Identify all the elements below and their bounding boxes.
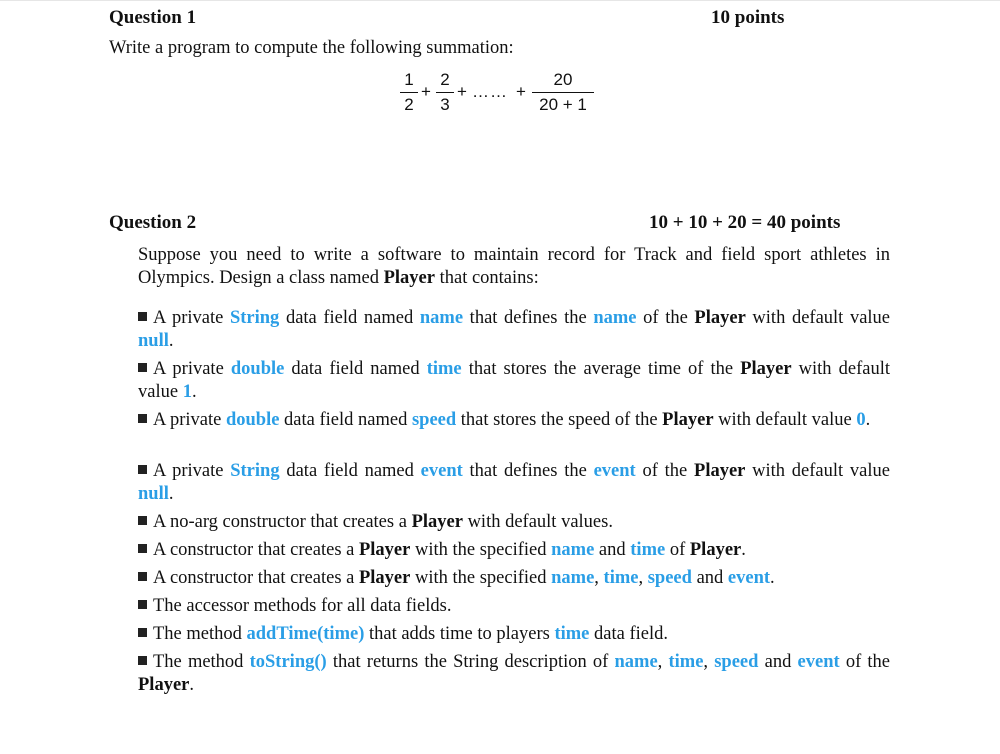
text-run: that stores the average time of the: [461, 359, 741, 379]
text-run: The method: [153, 624, 247, 644]
page-top-border: [0, 0, 1000, 1]
requirement-item: [138, 623, 890, 646]
text-run: with the specified: [410, 540, 552, 560]
fraction-3-numerator: 20: [553, 70, 573, 89]
requirement-item: [138, 460, 890, 506]
bold-term: Player: [694, 308, 746, 328]
requirement-item: [138, 358, 890, 404]
text-run: of the: [839, 652, 891, 672]
bold-term: Player: [411, 512, 463, 532]
fraction-1-bar: [400, 92, 418, 93]
code-term: event: [420, 461, 463, 481]
bold-term: Player: [740, 359, 792, 379]
text-run: with default value: [713, 410, 857, 430]
question-1-prompt: Write a program to compute the following summation:: [109, 38, 514, 58]
fraction-3-bar: [532, 92, 594, 93]
text-run: A constructor that creates a: [153, 568, 359, 588]
bold-term: Player: [358, 540, 411, 560]
text-run: with default value: [745, 308, 891, 328]
code-term: null: [138, 484, 169, 504]
text-run: A private: [153, 308, 230, 328]
text-run: and: [758, 652, 798, 672]
text-run: data field named: [279, 308, 420, 328]
fraction-2-denominator: 3: [440, 95, 450, 114]
text-run: .: [741, 540, 746, 560]
code-term: name: [593, 308, 637, 328]
code-term: double: [230, 359, 285, 379]
text-run: with default value: [138, 359, 890, 402]
square-bullet-icon: [138, 628, 147, 637]
text-run: ,: [703, 652, 715, 672]
requirement-item: [138, 539, 890, 562]
requirement-item: [138, 307, 890, 353]
fraction-1-denominator: 2: [404, 95, 414, 114]
fraction-1: [400, 71, 418, 114]
text-run: A private: [153, 410, 226, 430]
square-bullet-icon: [138, 465, 147, 474]
text-run: that returns the String description of: [326, 652, 615, 672]
text-run: .: [168, 331, 174, 351]
text-run: of the: [635, 461, 695, 481]
bold-term: Player: [383, 268, 435, 288]
fraction-2-bar: [436, 92, 454, 93]
code-term: name: [614, 652, 658, 672]
text-run: data field named: [279, 461, 421, 481]
text-run: and: [691, 568, 728, 588]
text-run: with default values.: [462, 512, 613, 532]
text-run: .: [189, 675, 194, 695]
question-2-points: 10 + 10 + 20 = 40 points: [649, 212, 841, 233]
text-run: data field.: [589, 624, 668, 644]
code-term: 1: [182, 382, 192, 402]
square-bullet-icon: [138, 414, 147, 423]
text-run: A private: [153, 359, 231, 379]
code-term: speed: [411, 410, 457, 430]
text-run: A private: [153, 461, 231, 481]
text-run: that stores the speed of the: [456, 410, 663, 430]
square-bullet-icon: [138, 312, 147, 321]
bold-term: Player: [689, 540, 742, 560]
code-term: event: [593, 461, 636, 481]
code-term: speed: [714, 652, 759, 672]
text-run: The accessor methods for all data fields.: [153, 596, 452, 616]
plus-sign-2: +: [457, 82, 467, 101]
code-term: double: [225, 410, 280, 430]
square-bullet-icon: [138, 516, 147, 525]
question-2-intro: [138, 244, 890, 290]
text-run: Suppose you need to write a software to maintain record for Track and field sport athletes in Olympics. Design a class named: [138, 245, 890, 288]
requirement-item: [138, 567, 890, 590]
text-run: and: [594, 540, 631, 560]
text-run: .: [168, 484, 174, 504]
bold-term: Player: [662, 410, 714, 430]
code-term: String: [229, 308, 280, 328]
text-run: The method: [153, 652, 250, 672]
requirement-item: [138, 595, 890, 618]
code-term: addTime(time): [246, 624, 365, 644]
square-bullet-icon: [138, 544, 147, 553]
text-run: A constructor that creates a: [153, 540, 359, 560]
text-run: with the specified: [410, 568, 552, 588]
code-term: time: [554, 624, 590, 644]
fraction-1-numerator: 1: [404, 70, 414, 89]
code-term: name: [551, 568, 595, 588]
fraction-2-numerator: 2: [440, 70, 450, 89]
text-run: ,: [594, 568, 604, 588]
fraction-3-denominator: 20 + 1: [539, 95, 587, 114]
text-run: that contains:: [434, 268, 539, 288]
code-term: time: [426, 359, 462, 379]
bold-term: Player: [358, 568, 411, 588]
code-term: name: [551, 540, 595, 560]
code-term: 0: [856, 410, 866, 430]
code-term: name: [419, 308, 464, 328]
text-run: data field named: [284, 359, 427, 379]
text-run: ,: [657, 652, 669, 672]
square-bullet-icon: [138, 572, 147, 581]
requirement-item: [138, 651, 890, 697]
text-run: A no-arg constructor that creates a: [153, 512, 412, 532]
plus-sign-3: +: [516, 82, 526, 101]
square-bullet-icon: [138, 363, 147, 372]
code-term: speed: [647, 568, 692, 588]
code-term: event: [797, 652, 840, 672]
text-run: that defines the: [462, 461, 594, 481]
code-term: time: [603, 568, 639, 588]
text-run: with default value: [745, 461, 890, 481]
code-term: time: [668, 652, 704, 672]
text-run: that defines the: [463, 308, 594, 328]
question-2-title: Question 2: [109, 212, 197, 233]
text-run: that adds time to players: [364, 624, 555, 644]
code-term: toString(): [249, 652, 327, 672]
bold-term: Player: [138, 675, 190, 695]
bold-term: Player: [694, 461, 746, 481]
text-run: ,: [638, 568, 648, 588]
question-1-title: Question 1: [109, 7, 197, 28]
text-run: of the: [636, 308, 695, 328]
requirement-item: [138, 511, 890, 534]
code-term: time: [630, 540, 666, 560]
code-term: event: [727, 568, 771, 588]
text-run: of: [665, 540, 690, 560]
fraction-2: [436, 71, 454, 114]
code-term: null: [138, 331, 169, 351]
plus-sign-1: +: [421, 82, 431, 101]
text-run: .: [770, 568, 775, 588]
fraction-3: [532, 71, 594, 114]
text-run: .: [191, 382, 197, 402]
ellipsis: ……: [472, 82, 508, 101]
square-bullet-icon: [138, 656, 147, 665]
question-1-points: 10 points: [711, 7, 785, 28]
text-run: data field named: [279, 410, 412, 430]
square-bullet-icon: [138, 600, 147, 609]
requirement-item: [138, 409, 890, 432]
code-term: String: [230, 461, 280, 481]
text-run: .: [865, 410, 871, 430]
